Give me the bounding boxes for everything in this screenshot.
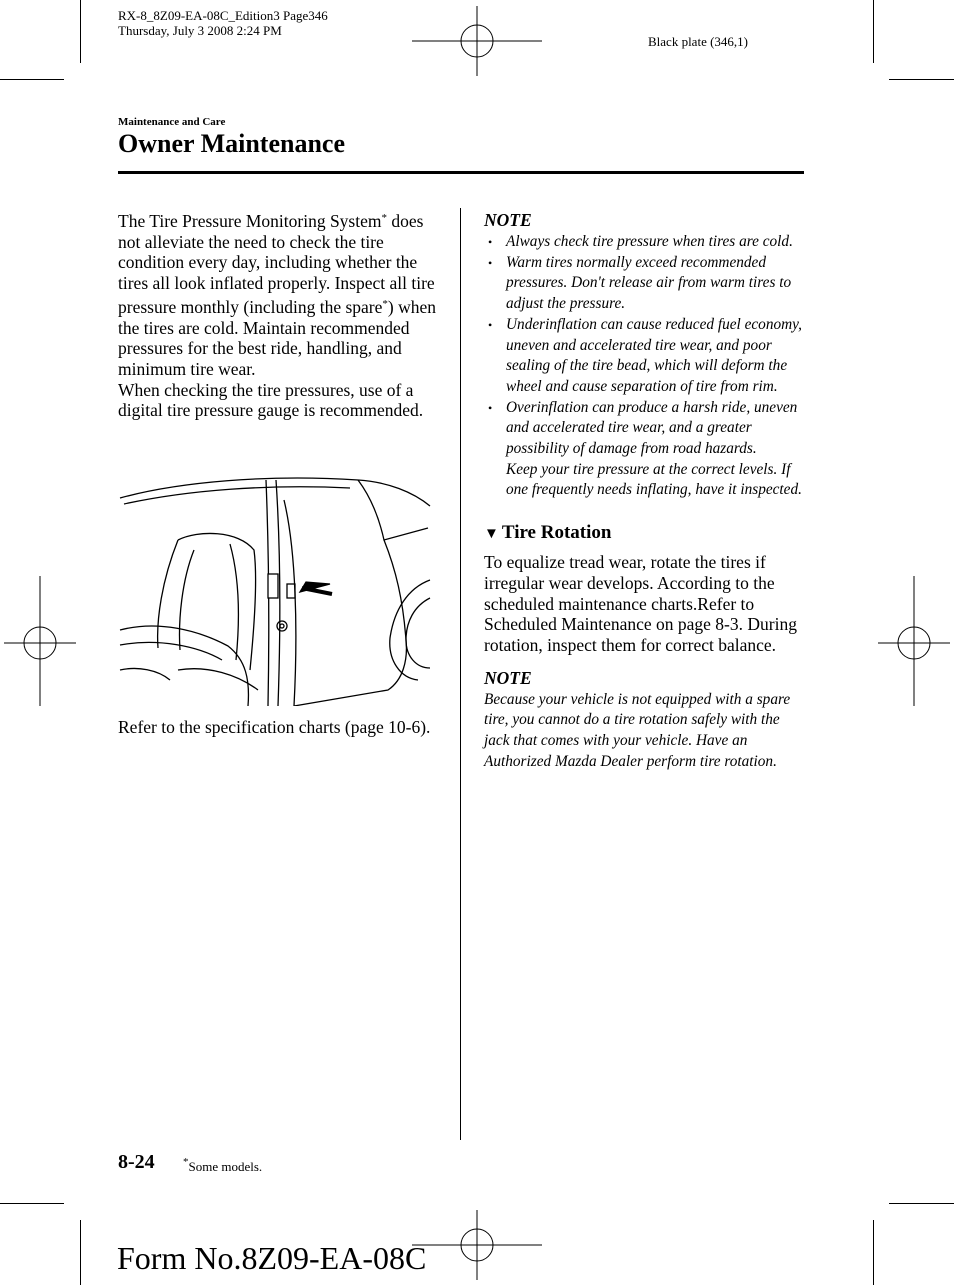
subheading-tire-rotation: ▼ Tire Rotation	[484, 522, 612, 544]
list-item: • Warm tires normally exceed recommended pressures. Don't release air from warm tires to adjust the pressure.	[488, 253, 792, 313]
crop-mark	[873, 0, 874, 63]
rotation-paragraph: To equalize tread wear, rotate the tires if irregular wear develops. According to the scheduled maintenance charts.Refer to Scheduled Maintenance on page 8-3. During rotation, inspect them for correct balance.	[484, 552, 797, 655]
bullet-icon: •	[488, 400, 493, 415]
page-title: Owner Maintenance	[118, 129, 345, 158]
note-heading-2: NOTE	[484, 667, 532, 688]
asterisk-icon: *	[381, 212, 387, 224]
print-metadata	[118, 8, 328, 38]
form-number: Form No.8Z09-EA-08C	[117, 1240, 427, 1276]
section-label: Maintenance and Care	[118, 116, 226, 128]
print-meta-line2: Thursday, July 3 2008 2:24 PM	[118, 23, 282, 38]
left-column	[118, 208, 440, 421]
crop-mark	[0, 79, 64, 80]
tpms-paragraph: The Tire Pressure Monitoring System* does not alleviate the need to check the tire condition every day, including whether the tires all look inflated properly. Inspect all tire pressure monthly (including the spare*) when the tires are cold. Maintain recommended pressures for the best ride, handling, and minimum tire wear.	[118, 211, 436, 379]
bullet-icon: •	[488, 235, 493, 249]
title-rule	[118, 171, 804, 174]
column-divider	[460, 208, 461, 1140]
note-heading: NOTE	[484, 210, 532, 230]
registration-mark-bottom	[412, 1210, 542, 1280]
crop-mark	[80, 1220, 81, 1285]
right-column	[484, 208, 804, 772]
bullet-icon: •	[488, 255, 493, 270]
bullet-extra-text: Keep your tire pressure at the correct levels. If one frequently needs inflating, have it inspected.	[506, 460, 802, 499]
registration-mark-left	[4, 576, 76, 706]
note-list	[484, 232, 804, 501]
crop-mark	[0, 1203, 64, 1204]
registration-mark-top	[412, 6, 542, 76]
plate-label: Black plate (346,1)	[648, 34, 748, 49]
note-2-text: Because your vehicle is not equipped with a spare tire, you cannot do a tire rotation safely with the jack that comes with your vehicle. Have an Authorized Mazda Dealer perform tire rotation.	[484, 690, 791, 770]
page-number: 8-24	[118, 1151, 155, 1173]
registration-mark-right	[878, 576, 950, 706]
gauge-paragraph: When checking the tire pressures, use of a digital tire pressure gauge is recommended.	[118, 379, 424, 421]
list-item: • Always check tire pressure when tires are cold.	[484, 232, 804, 253]
crop-mark	[889, 1203, 954, 1204]
list-item: • Overinflation can produce a harsh ride, uneven and accelerated tire wear, and a greater possibility of damage from road hazards. Keep your tire pressure at the correct levels. If one frequently needs inflating, have it inspected.	[484, 398, 804, 502]
asterisk-icon: *	[183, 1156, 189, 1168]
tire-label-illustration	[118, 470, 432, 706]
reference-paragraph: Refer to the specification charts (page 10-6).	[118, 717, 431, 737]
footnote: *Some models.	[183, 1156, 263, 1174]
list-item: • Underinflation can cause reduced fuel economy, uneven and accelerated tire wear, and poor sealing of the tire bead, which will deform the wheel and cause separation of tire from rim.	[488, 315, 802, 395]
crop-mark	[80, 0, 81, 63]
crop-mark	[873, 1220, 874, 1285]
print-meta-line1: RX-8_8Z09-EA-08C_Edition3 Page346	[118, 8, 328, 23]
bullet-icon: •	[488, 317, 493, 332]
crop-mark	[889, 79, 954, 80]
asterisk-icon: *	[382, 297, 388, 310]
triangle-down-icon: ▼	[484, 526, 499, 543]
